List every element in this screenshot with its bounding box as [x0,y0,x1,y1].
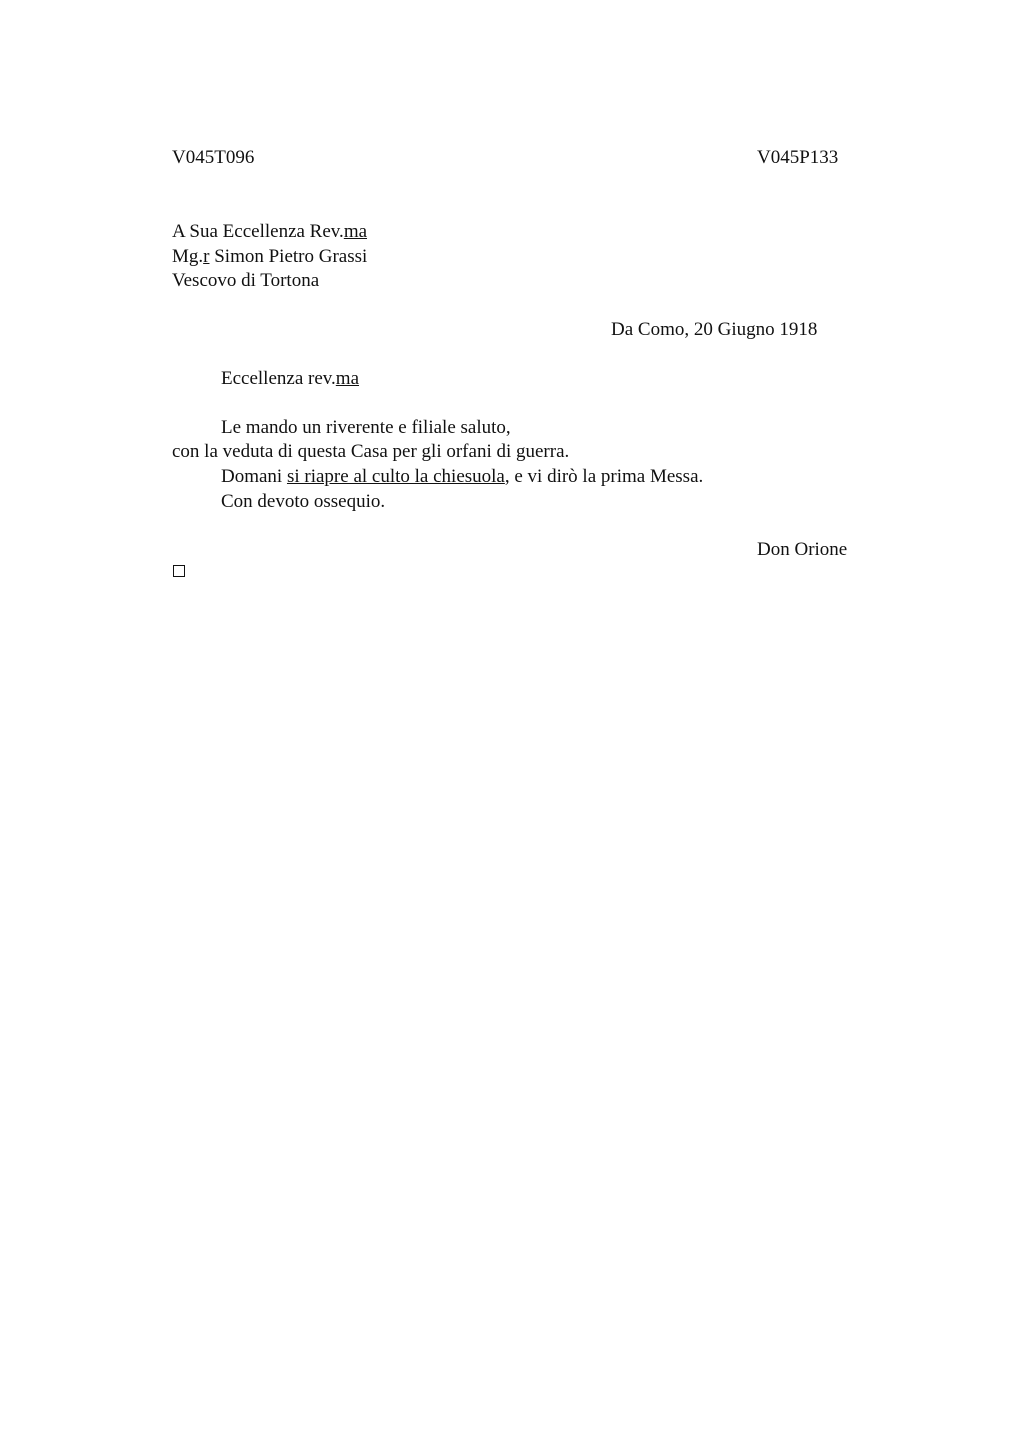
addressee-title: A Sua Eccellenza Rev. [172,221,344,242]
date-line: Da Como, 20 Giugno 1918 [611,319,818,340]
document-reference-code: V045T096 [172,147,255,168]
addressee-title-abbrev: ma [343,221,368,242]
body-line-4: Con devoto ossequio. [221,491,386,512]
signature: Don Orione [757,539,848,560]
salutation [221,367,359,391]
body-line-1: Le mando un riverente e filiale saluto, [221,417,511,438]
body-line-3-end: , e vi dirò la prima Messa. [504,466,704,487]
addressee-honorific-abbrev: r [203,245,210,267]
addressee-line-2 [172,245,372,270]
addressee-name: Simon Pietro Grassi [209,245,368,267]
salutation-abbrev: ma [335,368,360,389]
addressee-line-3: Vescovo di Tortona [172,270,320,291]
addressee-line-1 [172,220,372,245]
end-of-document-box-icon [173,565,185,577]
addressee-honorific: Mg. [172,245,204,267]
addressee-block [172,220,372,294]
body-line-3-underlined: si riapre al culto la chiesuola [286,466,505,487]
body-line-2: con la veduta di questa Casa per gli orfani di guerra. [172,441,570,462]
page-reference-code: V045P133 [757,147,839,168]
body-line-3-start: Domani [221,466,287,487]
salutation-text: Eccellenza rev. [221,368,336,389]
body-line-3 [221,465,703,489]
